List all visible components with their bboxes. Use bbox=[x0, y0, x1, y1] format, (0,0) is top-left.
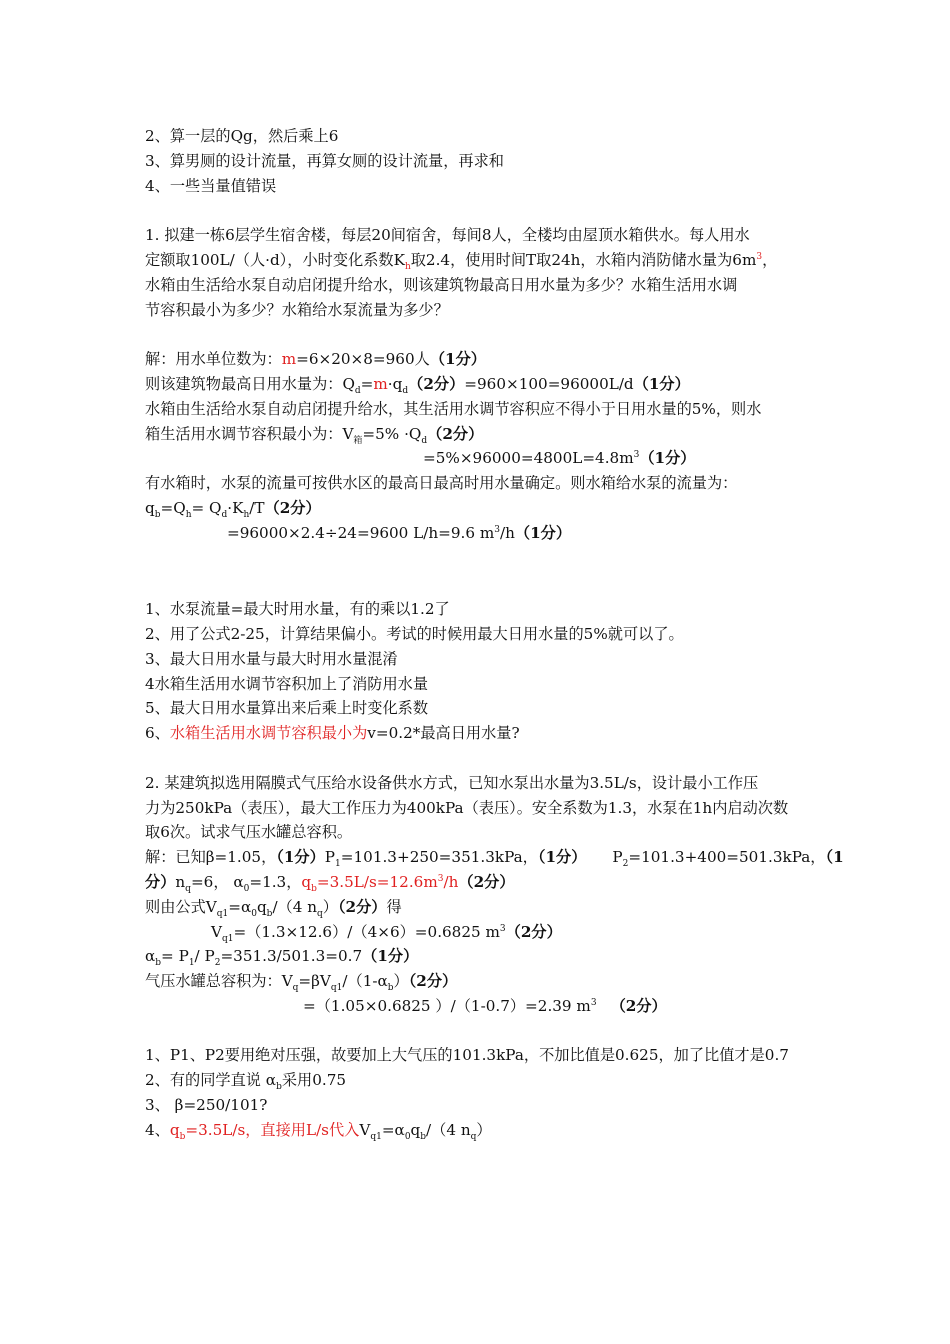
solution-1-line: 则该建筑物最高日用水量为：$Q_d=m\cdot q_d(2$分）=960×100=96000L/d（1分） bbox=[145, 374, 690, 396]
solution-1-line: $q_b=Q_h= Q_d\cdot K_h/T(2$分） bbox=[145, 498, 321, 520]
question-1-line: 水箱由生活给水泵自动启闭提升给水，则该建筑物最高日用水量为多少？水箱生活用水调 bbox=[145, 275, 738, 294]
note-line: 5、最大日用水量算出来后乘上时变化系数 bbox=[145, 699, 429, 718]
note-line: 3、最大日用水量与最大时用水量混淆 bbox=[145, 649, 398, 668]
document-page bbox=[145, 124, 844, 1143]
note-line: 3、 β=250/101? bbox=[145, 1096, 268, 1115]
solution-2-line: 气压水罐总容积为：$V_q=\beta V_{q1}/(1-\alpha_b)(2$分） bbox=[145, 972, 458, 994]
question-1-line: 节容积最小为多少？水箱给水泵流量为多少？ bbox=[145, 300, 449, 319]
solution-1-line: $=5\%\times 96000=4800L=4.8m^3(1$分） bbox=[423, 449, 696, 468]
solution-2-line: 解：已知β=1.05，（1分）$P_1=101.3+250=351.3kPa$，（1分） $P_2=101.3+400=501.3kPa$，（1 bbox=[145, 848, 844, 870]
question-2-line: 2. 某建筑拟选用隔膜式气压给水设备供水方式，已知水泵出水量为3.5L/s，设计最小工作压 bbox=[145, 773, 759, 792]
note-line: 2、算一层的Qg，然后乘上6 bbox=[145, 127, 339, 145]
note-line: 4、一些当量值错误 bbox=[145, 176, 277, 195]
note-line: 3、算男厕的设计流量，再算女厕的设计流量，再求和 bbox=[145, 151, 504, 170]
note-line: 1、P1、P2要用绝对压强，故要加上大气压的101.3kPa，不加比值是0.625，加了比值才是0.7 bbox=[145, 1046, 789, 1065]
question-2-line: 取6次。试求气压水罐总容积。 bbox=[145, 823, 353, 842]
solution-2-line: $V_{q1}=(1.3\times 12.6)/(4\times 6)=0.6825$ $m^3(2$分） bbox=[211, 922, 562, 944]
solution-2-line: 则由公式$V_{q1}=\alpha_0q_b/(4$ $n_q)(2$分）得 bbox=[145, 897, 402, 919]
solution-1-line: =96000×2.4÷24=9600 L/h=9.6 $m^3/h(1$分） bbox=[227, 523, 572, 542]
question-2-line: 力为250kPa（表压），最大工作压力为400kPa（表压）。安全系数为1.3，水泵在1h内启动次数 bbox=[145, 798, 789, 817]
solution-1-line: 有水箱时，水泵的流量可按供水区的最高日最高时用水量确定。则水箱给水泵的流量为： bbox=[145, 474, 738, 493]
question-1-line: 1. 拟建一栋6层学生宿舍楼，每层20间宿舍，每间8人，全楼均由屋顶水箱供水。每人用水 bbox=[145, 226, 750, 245]
note-line: 6、水箱生活用水调节容积最小为v=0.2*最高日用水量? bbox=[145, 724, 520, 743]
note-line: 1、水泵流量=最大时用水量，有的乘以1.2了 bbox=[145, 600, 450, 619]
note-line: 4、$q_b=3.5L/s$，直接用L/s代入$V_{q1}=\alpha_0q_b/(4$ $n_q$） bbox=[145, 1120, 492, 1142]
solution-2-line: $\alpha_b= P_1/$ $P_2=351.3/501.3=0.7(1$分） bbox=[145, 947, 419, 969]
solution-2-line: =（1.05×0.6825 ）/（1-0.7）=2.39 $m^3$ （2分） bbox=[303, 996, 667, 1015]
note-line: 2、用了公式2-25，计算结果偏小。考试的时候用最大日用水量的5%就可以了。 bbox=[145, 624, 684, 643]
note-line: 2、有的同学直说 $\alpha_b$采用0.75 bbox=[145, 1071, 347, 1093]
solution-2-line: 分）$n_q=6$， $\alpha_0=1.3$，$q_b=3.5L/s=12.6m^3/h(2$分） bbox=[145, 872, 515, 894]
question-1-line: 定额取100L/（人·d），小时变化系数$K_h$取2.4，使用时间T取24h，水箱内消防储水量为$6m^3$， bbox=[145, 250, 778, 273]
solution-1-line: 箱生活用水调节容积最小为：$V_箱=5\% \cdot Q_d(2$分） bbox=[145, 424, 484, 446]
solution-1-line: 解：用水单位数为：m=6×20×8=960人（1分） bbox=[145, 350, 486, 369]
solution-1-line: 水箱由生活给水泵自动启闭提升给水，其生活用水调节容积应不得小于日用水量的5%，则水 bbox=[145, 399, 762, 418]
note-line: 4水箱生活用水调节容积加上了消防用水量 bbox=[145, 674, 429, 693]
